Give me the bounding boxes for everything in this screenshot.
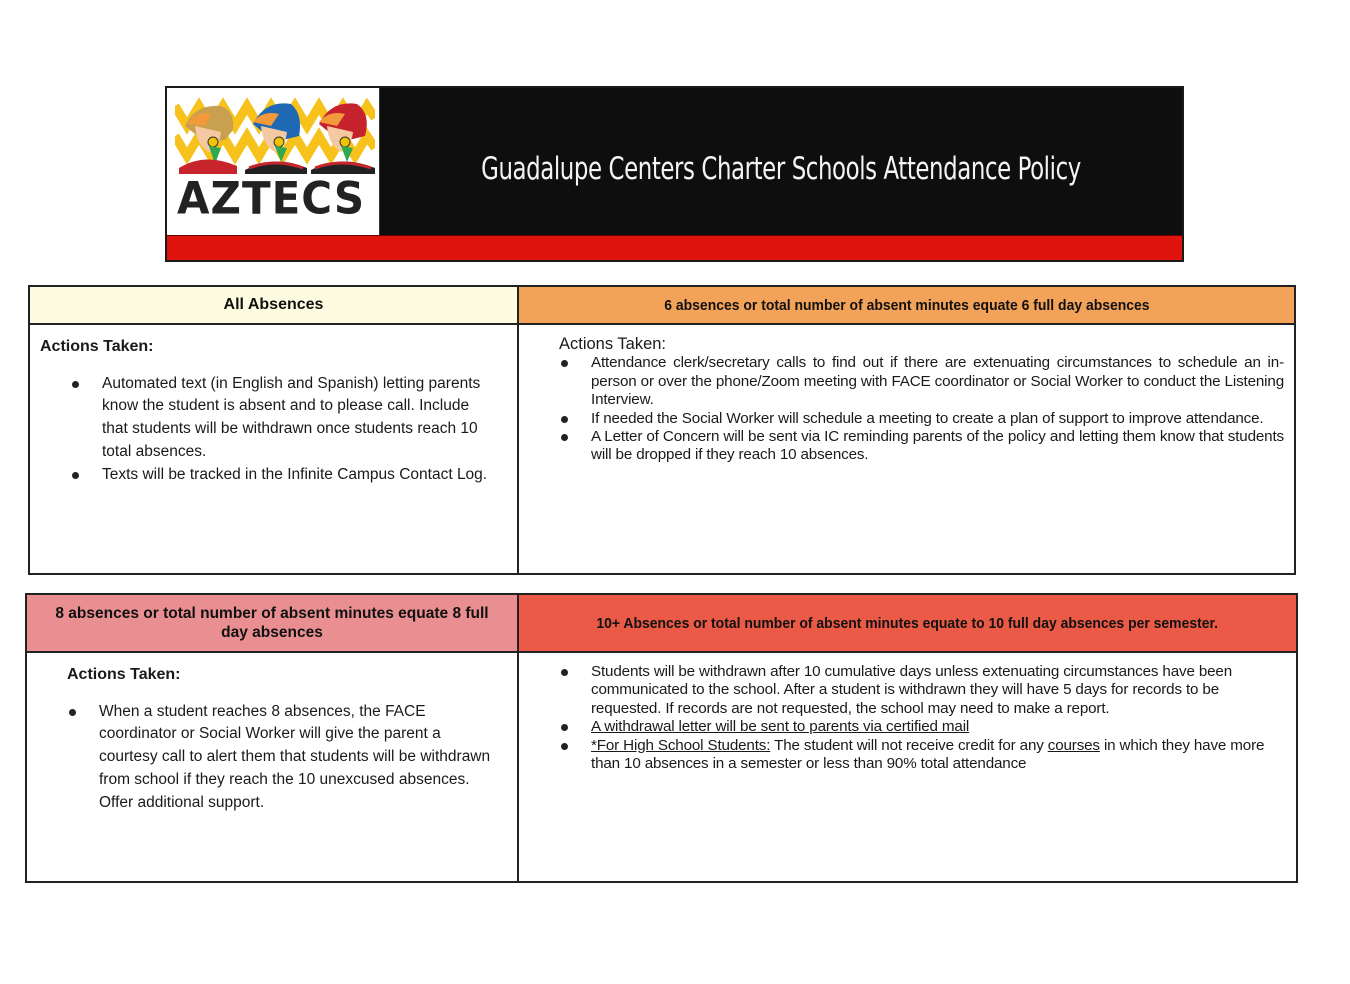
bullet-icon <box>561 416 568 423</box>
bullet-icon <box>561 724 568 731</box>
list-item <box>102 464 497 487</box>
courses-word: courses <box>1047 736 1100 754</box>
header-label: 10+ Absences or total number of absent minutes equate to 10 full day absences per semester. <box>596 614 1219 632</box>
bullet-icon <box>561 434 568 441</box>
bullet-icon <box>561 743 568 750</box>
actions-list <box>559 354 1284 464</box>
header-6-absences <box>519 287 1294 325</box>
actions-taken-label: Actions Taken: <box>559 335 667 353</box>
list-item <box>591 663 1282 718</box>
policy-table-top <box>28 285 1296 575</box>
policy-table-bottom <box>25 593 1298 883</box>
header-label: 8 absences or total number of absent minutes equate 8 full day absences <box>55 605 489 641</box>
list-item-text: When a student reaches 8 absences, the FACE coordinator or Social Worker will give the parent a courtesy call to alert them that students will be withdrawn from school if they reach the 10 unexcused absences. Offer additional support. <box>99 702 491 811</box>
bullet-icon <box>69 709 76 716</box>
list-item <box>591 428 1284 465</box>
actions-taken-label: Actions Taken: <box>40 338 154 355</box>
header-banner <box>165 86 1184 262</box>
actions-taken-label: Actions Taken: <box>67 666 181 683</box>
cell-10-plus-absences-actions <box>519 653 1296 881</box>
list-item-text: Students will be withdrawn after 10 cumulative days unless extenuating circumstances have been communicated to the school. After a student is withdrawn they will have 5 days for records to be requested. If records are not requested, the school may need to make a report. <box>591 663 1233 717</box>
bullet-icon <box>72 472 79 479</box>
banner-red-stripe <box>167 235 1182 260</box>
header-all-absences <box>30 287 519 325</box>
header-10-plus-absences <box>519 595 1296 653</box>
aztec-warriors-illustration <box>175 96 375 174</box>
list-item-text: If needed the Social Worker will schedule a meeting to create a plan of support to improve attendance. <box>591 409 1264 427</box>
actions-list <box>559 663 1282 773</box>
list-item-text: Texts will be tracked in the Infinite Campus Contact Log. <box>102 465 488 483</box>
actions-list <box>67 701 507 815</box>
list-item-text: in which they have more than 10 absences in a semester or less than 90% total attendance <box>591 736 1265 773</box>
logo-wordmark: AZTECS <box>177 172 366 225</box>
list-item-text: A Letter of Concern will be sent via IC reminding parents of the policy and letting them know that students will be dropped if they reach 10 absences. <box>591 428 1284 464</box>
list-item <box>99 701 499 815</box>
cell-all-absences-actions <box>30 325 519 573</box>
header-label: All Absences <box>223 296 324 313</box>
cell-8-absences-actions <box>27 653 519 881</box>
list-item-text: Automated text (in English and Spanish) letting parents know the student is absent and to please call. Include that students will be withdrawn once students reach 10 total absences. <box>102 374 481 460</box>
list-item <box>591 737 1282 774</box>
high-school-label: *For High School Students: <box>591 736 771 754</box>
header-label: 6 absences or total number of absent minutes equate 6 full day absences <box>663 296 1150 314</box>
list-item-text: A withdrawal letter will be sent to parents via certified mail <box>591 718 970 736</box>
list-item <box>591 718 1282 736</box>
header-8-absences <box>27 595 519 653</box>
actions-list <box>40 373 507 487</box>
list-item <box>591 354 1284 409</box>
aztecs-logo <box>167 88 380 236</box>
list-item-text: Attendance clerk/secretary calls to find out if there are extenuating circumstances to schedule an in-person or over the phone/Zoom meeting with FACE coordinator or Social Worker to conduct the Listening Interview. <box>591 354 1284 409</box>
bullet-icon <box>561 360 568 367</box>
page-title: Guadalupe Centers Charter Schools Attendance Policy <box>481 151 1081 187</box>
list-item-text: The student will not receive credit for any <box>770 736 1048 754</box>
list-item <box>102 373 497 464</box>
bullet-icon <box>561 669 568 676</box>
bullet-icon <box>72 381 79 388</box>
cell-6-absences-actions <box>519 325 1294 573</box>
list-item <box>591 410 1284 428</box>
